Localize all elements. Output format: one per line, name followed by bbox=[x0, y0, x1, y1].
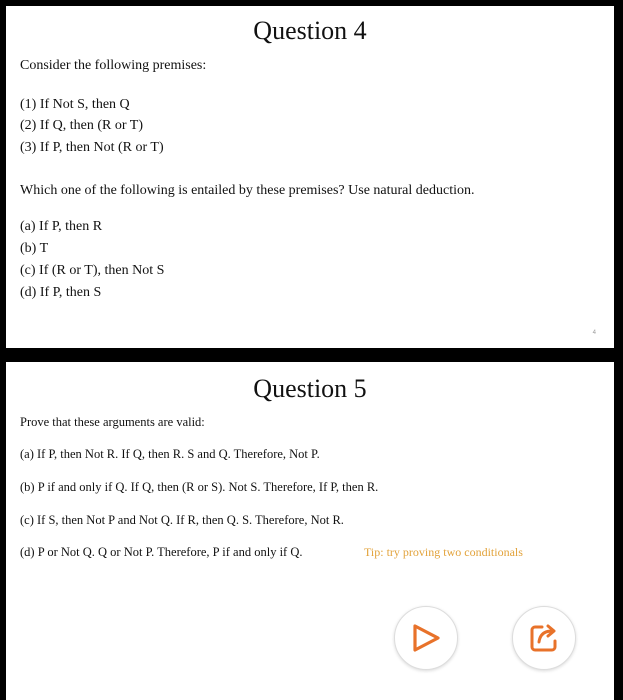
tip-note: Tip: try proving two conditionals bbox=[364, 545, 523, 559]
question-prompt: Which one of the following is entailed by these premises? Use natural deduction. bbox=[20, 183, 475, 198]
argument-b: (b) P if and only if Q. If Q, then (R or S). Not S. Therefore, If P, then R. bbox=[20, 480, 379, 494]
argument-a: (a) If P, then Not R. If Q, then R. S and Q. Therefore, Not P. bbox=[20, 447, 320, 461]
slide-number: 4 bbox=[592, 330, 596, 336]
argument-c: (c) If S, then Not P and Not Q. If R, then Q. S. Therefore, Not R. bbox=[20, 513, 344, 527]
premise-2: (2) If Q, then (R or T) bbox=[20, 118, 143, 133]
argument-d: (d) P or Not Q. Q or Not P. Therefore, P if and only if Q. bbox=[20, 545, 303, 559]
option-b: (b) T bbox=[20, 241, 49, 256]
play-triangle-icon bbox=[409, 621, 443, 655]
question-4-slide bbox=[6, 6, 614, 348]
premise-3: (3) If P, then Not (R or T) bbox=[20, 140, 164, 155]
arguments-intro: Prove that these arguments are valid: bbox=[20, 415, 205, 429]
premise-1: (1) If Not S, then Q bbox=[20, 97, 130, 112]
premises-intro: Consider the following premises: bbox=[20, 58, 207, 73]
share-button[interactable] bbox=[512, 606, 576, 670]
slide-title: Question 4 bbox=[253, 16, 367, 45]
share-arrow-icon bbox=[527, 621, 561, 655]
option-c: (c) If (R or T), then Not S bbox=[20, 263, 165, 278]
slide-title: Question 5 bbox=[253, 374, 367, 403]
option-a: (a) If P, then R bbox=[20, 219, 103, 234]
option-d: (d) If P, then S bbox=[20, 285, 102, 300]
play-button[interactable] bbox=[394, 606, 458, 670]
